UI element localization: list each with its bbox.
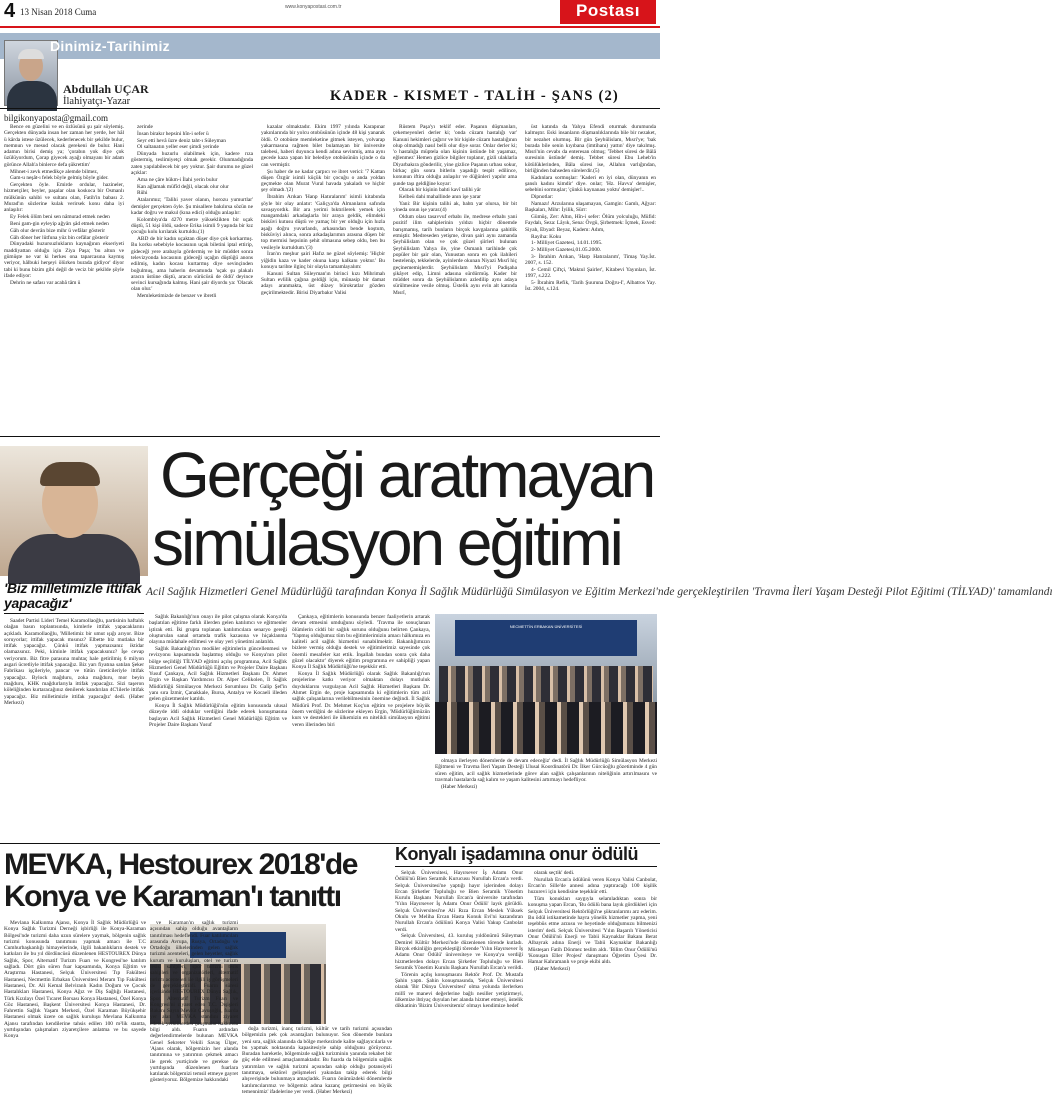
paragraph: 5- İbrahim Refik, 'Tarih Şuuruna Doğru-I', Albatros Yay. İst. 2004, s.124.	[525, 280, 656, 293]
paragraph: Tüm konukları saygıyla selamladıktan sonra bir konuşma yapan Ercan, 'Bu ödülü bana layık gördükleri için Selçuk Üniversitesi Rektörlüğü'ne şükranlarımı arz ederim. Bu ödül istikametinde hayra yönelik hizmetler yapma, yeni teşebbüs etme arzusu ve heyetinde olduğumuzu bilmenizi isterim' dedi. Selçuk Üniversitesi 'Yılın Başarılı Yöneticisi Onur Ödülü'nü Enerji ve Tabii Kaynaklar Bakanı Berat Albayrak adına Enerji ve Tabii Kaynaklar Bakanlığı Müsteşarı Fatih Dönmez teslim aldı. 'Bilim Onur Ödülü'nü 'Konuşan Eller Projesi' danışmanı Öğretim Üyesi Dr. Hamar Kahramanlı ve proje ekibi aldı.	[528, 896, 657, 966]
mevka-text-col1	[4, 920, 146, 1116]
page-number: 4	[4, 0, 16, 22]
column-text-col1	[4, 124, 124, 432]
paragraph: Rayiha: Koku	[531, 233, 562, 240]
paragraph: 2- Milliyet Gazetesi,01.05.2000.	[531, 247, 602, 254]
paragraph: Çankaya, eğitimlerin konusunda benzer faaliyetlerin artarak devam etmesini umduğunu söyledi. 'Travma ile sonuçlanan ölümlerin ciddi bir sağlık sorunu olduğunu belirten Çankaya, 'Yapmış olduğumuz tüm bu eğitimlerimizin amacı hâlkımıza en kaliteli acil sağlık hizmetini sunabilmektir. Bakanlığımızın bizlere vermiş olduğu destek ve eğitimlerimiz sayesinde çok önemli mesafeler kat ettik. İnşallah bundan sonra çok daha güzel olacaktır' diyerek eğitim programına ev sahipliği yapan Konya İl Sağlık Müdürlüğü'ne teşekkür etti.	[292, 614, 430, 671]
paragraph: 4- Cemil Çiftçi, 'Maktul Şairler', Kitabevi Yayınları, İst. 1997, s.222.	[525, 267, 656, 280]
paragraph: Gâh olur devrân bize mihr ü vefâlar gösterir	[10, 227, 106, 234]
paragraph: Olacak bir kişinin bahti kavî talihi yâr	[399, 187, 482, 194]
mevka-headline-line2: Konya ve Karaman'ı tanıttı	[4, 880, 341, 913]
paragraph: İnsan birakır hepsini hîn-i sefer ü	[137, 130, 209, 137]
author-name: Abdullah UÇAR	[63, 82, 149, 96]
paragraph: olmaya ilerleyen dönemlerde de devam edeceğiz' dedi. İl Sağlık Müdürlüğü Simülasyon Merkezi Eğitmeni ve Travma İleri Yaşam Desteği Ulusal Koordinatörü Dr. İlker Gürcüoğlu gözetiminde 4 gün süren eğitim, acil sağlık hizmetlerinde görev alan sağlık çalışanlarının niteliğinin artırılmasını ve travmalı hastalarda sağ kalım ve yaşam kalitesini artırmayı hedefliyor.	[435, 758, 657, 783]
paragraph: Atalarımız; 'Talihi yaver olanın, horozu yumurtlar' demişler gerçekten öyle. Şu misallere bakılırsa sözün ne kadar doğru ve makul (kına edici) olduğu anlaşılır:	[131, 197, 253, 216]
paragraph: 3- İbrahim Arıkan, 'Harp Hatıralarım', Timaş Yay.İst. 2007, s. 152.	[525, 253, 656, 267]
main-story-text-col2	[292, 614, 430, 840]
mevka-text-col3	[242, 1026, 392, 1116]
award-story-headline: Konyalı işadamına onur ödülü	[395, 844, 639, 864]
column-title: KADER - KISMET - TALİH - ŞANS (2)	[330, 88, 619, 104]
paragraph: Memleketimizde de benzer ve ibretli	[137, 293, 217, 300]
header-rule	[0, 26, 660, 28]
side-story-headline: 'Biz milletimizle ittifak yapacağız'	[4, 580, 142, 611]
column-text-col4	[393, 124, 517, 432]
column-text-col5	[525, 124, 656, 432]
paragraph: Gümüş, Zer: Altın, Hîn-i sefer: Ölüm yolculuğu, Müfid: Faydalı, Seza: Lâyık, Sena: Övgü, Şirbetmek: İçmek, Esved: Siyah, Ebyad: Beyaz, Kadem: Adım,	[525, 214, 656, 233]
paragraph: Kolombiya'da 4270 metre yükseklikten bir uçak düştü, 51 kişi öldü, sadece Erika isimli 9 yaşında bir kız çocuğu kolu kırılarak kurtuldu.(1)	[131, 216, 253, 236]
paragraph: Kadınlara sormuşlar: 'Kaderi en iyi olan, dünyanın en şanslı kadını kimdir' diye. onlar; 'Hz. Havva' demişler, sebebini sormuşlar; 'çünkü kaynanası yoktu' demişler!..	[525, 174, 656, 194]
paragraph: Dipnotlar:	[531, 194, 554, 201]
column-banner-title: Dinimiz-Tarihimiz	[50, 38, 170, 54]
simulation-training-photo	[435, 614, 657, 754]
paragraph: Saadet Partisi Lideri Temel Karamollaoğlu, partisinin haftalık olağan basın toplantısında, kimlerle ittifak yapacaklarını açıkladı. Karamollaoğlu, 'Milletimiz bir umut ışığı arıyor. Bize soruyorlar; ittifak yapacak mısınız? Elbette biz mutlaka bir ittifak yapacağız. Çünkü ittifak yapmazsanız iktidar olamazsınız. Peki, kiminle ittifak yapacaksınız? İşe cevap veriyorum. Biz fitre parasına muhtaç hale getirilmiş 6 milyon asgari ücretliyle ittifak yapacağız. Biz yarı fiyatına satılan Şeker Fabrikası işçileriyle, pancar ve tütün üreticileriyle ittifak yapacağız. Bylock mağduru, zoka mağduru, mor beyin mağduru, KHK mağdurlarıyla ittifak yapacağız. Sizi taşeron köleliğinden kurtaracağınız denilerek kandırılan 4C'lilerle ittifak yapacağız. Biz milletimizle ittifak yapacağız' dedi. (Haber Merkezi)	[4, 618, 144, 706]
award-text-col2	[528, 870, 657, 1116]
paragraph: doğa turizmi, inanç turizmi, kültür ve tarih turizmi açısından bölgemizin pek çok avantajları bulunuyor. Son dönemde bunlara yeni sıra, sağlık alanında da bölge merkezinde kalite sağlayıcılarla ve bu yapmak noktasında kapasitesiyle sahip olduğunu görüyoruz. Buradan hareketle, bölgemizde sağlık turizminin yanında rekabet bir güç elde edilmesi amaçlanmaktadır. Bu fuarda da bölgemizin sağlık yatırımları ve sağlık turizmi açısından sahip olduğu potansiyeli tanıtmaya, sektörel gelişmeleri yakından takip ederek bilgi alışverişinde bulunmaya amaçladık. Fuarın önümüzdeki dönemlerde katılımcılarımız ve bölgemiz adına kazanç getirmesini en büyük temennimiz' ifadelerine yer verdi. (Haber Merkezi)	[242, 1026, 392, 1095]
paragraph: Kanuni Sultan Süleyman'ın birinci kızı Mihrimah Sultan evlilik çağına geldiği için, münasip bir damat adayı aranmakta, üst düzey bürokratlar gözden geçirilmektedir. Birisi Diyarbakır Valisi	[261, 270, 385, 296]
paragraph: Namazı! Arzularına ulaşamayan, Gamgin: Gamlı, Ağyar: Başkaları, Mihr: İyilik, Sürr:	[525, 201, 656, 214]
paragraph: Konya İl Sağlık Müdürlüğü'nün eğitim konusunda ulusal düzeyde iddi olduklar verdiğini ifade ederek konuşmasına başlayan Acil Sağlık Hizmetleri Genel Müdürlüğü Eğitim ve Projeler Daire Başkanı Yusuf	[149, 703, 287, 729]
paragraph: Beni gam-gin eyleyip ağyârı şâd etmek neden	[10, 220, 109, 227]
paragraph: Ey Felek ölüm beni sen nâmurad etmek neden	[10, 214, 110, 221]
side-story-rule	[4, 613, 144, 614]
side-story-text	[4, 618, 144, 840]
paragraph: kazalar olmaktadır. Ekim 1997 yılında Karapınar yakınlarında bir yolcu otobüsünün içinde 48 kişi yanarak öldü. O otobüste memleketine gitmek isteyen, yolvarap yakarmasına rağmen bilet bulamayan bir üniversite talebesi, haberi duyunca kendi adına sevinmiş, ama aynı gecede kaza yapan bir belediye otobüsünün içinde o da can vermiştir.	[261, 124, 385, 168]
main-headline-line1: Gerçeği aratmayan	[160, 439, 654, 511]
main-story-text-col1	[149, 614, 287, 840]
paragraph: Konya İl Sağlık Müdürlüğü olarak Sağlık Bakanlığı'nın projelerine katkı veriyor olmaktan dolayı mutluluk duyduklarını vurgulayan Acil Sağlık Hizmetleri Başkanı Dr. Ahmet Ergin de, proje kapsamında ki eğitimlerin tüm acil sağlık çalışanlarına verilebilmesinin önemine değindi. İl Sağlık Müdürü Prof. Dr. Mehmet Koç'un eğitim ve projelere büyük önem verdiğini de sözlerine ekleyen Ergin, 'Müdürlüğümüzün kurs ve destekleri ile ülkemizin en nitelikli simülasyon eğitimi veren illerinden biri	[292, 671, 430, 728]
paragraph: Mihnet-i zevk etmedikçe alemde bilmez,	[10, 168, 99, 175]
paragraph: (Haber Merkezi)	[441, 783, 478, 790]
paragraph: olarak seçtik' dedi.	[534, 870, 575, 876]
photo-banner-text: NECMETTİN ERBAKAN ÜNİVERSİTESİ	[509, 624, 583, 629]
paragraph: Gam-u neşât-ı felek böyle gelmiş böyle gider.	[10, 175, 109, 182]
main-headline-line2: simülasyon eğitimi	[152, 507, 621, 579]
paragraph: Mevlana Kalkınma Ajansı, Konya İl Sağlık Müdürlüğü ve Konya Sağlık Turizmi Derneği işbirliği ile Konya-Karaman Bölgesi'nde turizmi daha uzun sürelere yaymak, bölgenin sağlık turizmi konusunda tanıtımını yapmak amacı ile T.C Cumhurbaşkanlığı himayelerinde, ilgili bakanlıkların destek ve katkıları ile bu yıl dördüncüsü düzenlenen HESTOUREX Dünya Sağlık, Spor, Alternatif Turizm Fuarı ve Kongresi'ne katılım sağladı. Dört gün süren fuar kapsamında, Konya Eğitim ve Araştırma Hastanesi, Selçuk Üniversitesi Tıp Fakültesi Hastanesi, Necmettin Erbakan Üniversitesi Meram Tıp Fakültesi Hastanesi, Dr. Ali Kemal Belviranlı Kadın Doğum ve Çocuk Hastalıkları Hastanesi, Konya Ağız ve Diş Sağlığı Hastanesi, Türk Kızılayı Özel Tıcaret Borsası Konya Hastanesi, Özel Konya Göz Hastanesi, Başkent Üniversitesi Konya Hastanesi, Dr. Fahrettin Sağlık Yaşam Merkezi, Özel Karaman Büyükşehir Hastanesi olmak üzere on sağlık kuruluşu Mevlana Kalkınma Ajansı tarafından kendilerine tahsis edilen 100 m²lik stantta, yurtdışından çalışmaları ziyaretçilere anlatma ve bu sayede Konya	[4, 920, 146, 1040]
award-text-col1	[395, 870, 523, 1116]
paragraph: Sağlık Bakanlığı'nın modüler eğitimlerin güncellenmesi ve revizyonu kapsamında başlatmış olduğu ve Konya'nın pilot bölge seçildiği TİLYAD eğitimi açılış programına, Acil Sağlık Hizmetleri Genel Müdürlüğü Eğitim ve Projeler Daire Başkanı Yusuf Çankaya, Acil Sağlık Hizmetleri Başkanı Dr. Ahmet Ergin ve Başkan Yardımcısı Dr. Alper Celikolen, İl Sağlık Müdürlüğü Simülasyon Merkezi Sorumlusu Dr. Galip Şef'in yanı sıra İzmir, Çanakkale, Bursa, Antalya ve Kocaeli illeden gelen gözetmenler katıldı.	[149, 645, 287, 703]
paragraph: Sağlık Bakanlığı'nın onayı ile pilot çalışma olarak Konya'da başlatılan eğitime farklı illerden gelen katılımcı ve eğitmenler iştirak etti. İki grupta toplanan katılımcılara senaryo gereği oluşturulan sanal ortamda trafik kazasına ve hiçaklanma olayına müdahale edilmesi ve olay yeri yönetimi anlatıldı.	[149, 614, 287, 646]
politician-photo	[0, 446, 148, 576]
mevka-text-col2	[150, 920, 238, 1116]
paragraph: Bence en güzelini ve en özlüsünü şu şair söylemiş. Gerçekten dünyada insan her zaman her yerde, her hâl ü kârda istese üzülecek, kederlenecek bir şekilde bulur, memnun ve mesud olacak gerekeni de bulur. Hani adamın birisi demiş ya; 'çorabın yok diye çok üzülüyordum, Çorap giyecek ayağı olmayanı bir adam görünce Allah'a binlerce defa şükrettim'	[4, 124, 124, 168]
section-rule	[0, 436, 660, 437]
paragraph: ABD de bir kadın uçaktan düşer diye çok korkarmış. Bu korku sebebiyle kocasının uçak biletini iptal ettirip, gideceği yere arabayla gördermiş ve bir müddet sonra televizyonda kocasının gideceği uçağın düştüğü anons edilmiş, kadın kocası kurtarmış diye sevinçinden boğulmuş, ama haberin devamında 'uçak şu plakalı aracın üstüne düştü, aracın sürücüsü de öldü' deyince sevinci kursağında kalmış. Hani şair diyordu ya: 'Olacak olan olur.'	[131, 236, 253, 293]
main-story-text-col3	[435, 758, 657, 840]
paragraph: zerinde	[137, 124, 153, 130]
column-text-col2	[131, 124, 253, 432]
paragraph: Rühi	[137, 190, 148, 197]
author-email[interactable]: bilgikonyaposta@gmail.com	[4, 113, 109, 123]
paragraph: Gerçekten öyle. Emirde ordular, hazineler, hizmetçiler, beyler, paşalar olan koskoca bir Osmanlı mülkünün sahibi ve sultanı olan, Fatih'in babası 2. Murad'ın sözlerine kulak verirsek konu daha iyi anlaşılır:	[4, 182, 124, 214]
paragraph: Selçuk Üniversitesi, 43. kuruluş yıldönümü Süleyman Demirel Kültür Merkezi'nde düzenlenen törende kutladı. Birçok etkinliğin gerçekleştiği törende 'Yılın Hayırsever İş Adamı Onur Ödülü' üniversiteye ve Konya'ya verdiği hizmetlerden dolayı Ercan Şirketler Topluluğu ve Bien Seramik Yönetim Kurulu Başkanı Nurullah Ercan'a verildi.	[395, 933, 523, 971]
paragraph: 1- Milliyet Gazetesi, 14.01.1995.	[531, 240, 603, 247]
paragraph: Oldum olası tasavvuf erbabı ile, medrese erbabı yani pozitif ilim sahiplerinin yıldızı hiçbir dönemde barışmamış, tarih bunların birçok kavgalarına şahitlik etmiştir. Medreseden yetişme, divan şairi aynı zamanda Şeyhülislam olan ve çok güzel şiirleri bulunan Şeyhülislam Yahya ile, yine Osmanlı tarihinde çok popüler bir şair olan, Yunustan sonra en çok ilahileri bestelenip, tekkelerde, ayinlerde okunan Niyazi Mısrî hiç geçinememişlerdir. Şeyhülislam Mısrî'yi Padişaha şikâyet edip, Limni adasına sürdürmüş. Kader bir müddet sonra da Şeyhülislamın azledilip aynı adaya sürülmesine vesile olmuş. Üstelik aynı evin alt katında Mısrî,	[393, 214, 517, 296]
paragraph: Yani: Bir kişinin talihi ak, bahtı yar olursa, bir bit yineda onun işe yarar.(4)	[393, 201, 517, 214]
paragraph: Törenin açılış konuşmasını Rektör Prof. Dr. Mustafa Şahin yaptı. Şahin konuşmasında, 'Selçuk Üniversitesi olarak 'Bir Dünya Üniversitesi' olma yolunda ilerlerken millî ve manevi değerlerine bağlı nesiller yetiştirmeyi, ülkemize ihtiyaç duyulan her alanda hizmet etmeyi, üstelik dikkatinin 'Bizim Üniversitemiz' olmayı kendimize hedef	[395, 971, 523, 1010]
column-rule	[0, 108, 660, 109]
paragraph: Kan ağlamak müfîd değil, olacak olur olur	[137, 183, 229, 190]
paragraph: Dünyadaki huzursuzlukların kaynağının ekseriyeti maddiyattan olduğu için Ziya Paşa; 'bu altun ve gümüşte ne var ki herkes ona taparcasına kaymış veriyor, hâlbuki herşeyi ölürken burada gidiyor' diyor tabi ki bunu bizim gibi değil de veciz bir şekilde şöyle ifade ediyor:	[4, 241, 124, 279]
paragraph: Nurullah Ercan'a ödülünü veren Konya Valisi Canbolat, Ercan'ın Sille'de annesi adına yaptıracağı 100 kişilik huzurevi için kendisine teşekkür etti.	[528, 876, 657, 896]
paragraph: Seyr etti hevâ üzre deniz taht-ı Süleyman	[137, 137, 226, 144]
paragraph: İbrahim Arıkan 'Hanp Hatıralarım' isimli kitabında şöyle bir olay anlatır: 'Galiçya'da Almanların safında savaşıyordık. Bir ara yerimi bıktırilerek yemek için mangamdaki arkadaşlarla bir araya geldik, elimdeki bisküvi kutusu düştü ve yamaç bir yer olduğu için hızla aşağı doğru yuvarlandı, arkasından bende koştum, bisküviyi alınca, sonra arkadaşlarımın arasına düşen bir top mermisi hepsinin şehit olmasına sebep oldu, ben bu vesileyle kurtuldum.'(3)	[261, 194, 385, 251]
main-subheadline: Acil Sağlık Hizmetleri Genel Müdürlüğü tarafından Konya İl Sağlık Müdürlüğü Simülasyon ve Eğitim Merkezi'nde gerçekleştirilen 'Travma İleri Yaşam Desteği Pilot Eğitimi (TİLYAD)' tamamlandı	[146, 586, 1053, 598]
page-date: 13 Nisan 2018 Cuma	[20, 7, 97, 17]
paragraph: Selçuk Üniversitesi, Hayırsever İş Adamı Onur Ödülü'nü Bien Seramik Kurucusu Nurullah Ercan'a verdi. Selçuk Üniversitesi'ne yaptığı hayır işlerinden dolayı Ercan Şirketler Topluluğu ve Bien Seramik Yönetim Kurulu Başkanı Nurullah Ercan'a üniversite tarafından 'Yılın Hayırsever İş Adamı Onur Ödülü' layık görüldü. Selçuk Üniversitesi'ne Ali Rıza Ercan Meslek Yüksek Okulu ve Meliha Ercan Hasta Konuk Evi'ni kazandıran Nurullah Ercan'a ödülünü Konya Valisi Yakup Canbolat verdi.	[395, 870, 523, 933]
paragraph: Gâh döner her lütfuna yüz bin cefâlar gösterir	[10, 234, 109, 241]
award-story-rule	[395, 866, 657, 867]
paragraph: Dehrin ne safası var acabâ tâm ü	[10, 279, 81, 286]
paragraph: İran'ın meşhur şairi Hafız ne güzel söylemiş: 'Hiçbir yiğidin kaza ve kader okuna karşı kalkanı yoktur.' Bu konuyu tarihte ilginç bir olayla tamamlayalım:	[261, 251, 385, 271]
paragraph: Rüstem Paşa'yı teklif eder. Paşanın düşmanları, çekemeyenleri derler ki; 'onda cüzam hastalığı var' Kanuni hekimleri çağırır ve bir kişide cüzam hastalığının olup olmadığı nasıl belli olur diye sorar. Onlar derler ki; 'o hastalığa müptela olan kişinin üstünde bit yaşamaz, eğlenmez' Hemen gizlice bilgiler toplanır, gizli ulaklarla Diyarbakıra gönderilir, yine gizlice Paşanın urbası sokur, birkaç gün sonra bitlerin yaşadığı tespit edilince, konunun iftira olduğu anlaşılır ve düğünleri yapılır ama şunde taşı geldiğine koyar:	[393, 124, 517, 187]
paragraph: üst katında da Yahya Efendi oturmak durumunda kalmıştır. Eski insanların düşmanlıklarında bile bir nezaket, bir nezahet olurmuş. Bir gün Şeyhülislam, Mısri'ye; 'bak burada bile senin kıyıbana (imtihanı) yattın' diye takılmış. Mısri'nin cevabı da enteresan olmuş; 'Tebbet süresi de Bâlâ suresinin üstünde' demiş. Tebbet süresi Ebu Leheb'in kötülüklerinden, Bâla süresi ise, Allahın varlığından, birliğinden bahseden sürelerdir.(5)	[525, 124, 656, 175]
paragraph: (Haber Merkezi)	[534, 965, 571, 972]
paragraph: ve Karaman'ın sağlık turizmi açısından sahip olduğu avantajların tanıtılması hedeflendi. Fuar katılımcıları arasında Avrupa, Rusya, Ortadoğu ve Ortadoğu ülkelerinden gelen sağlık turizmi acenteleri, gelen heyetler, sağlık kurum ve kuruluşları, otel ve turizm tesisi sahipleri, spor turizmi tesis sahipleri ve organizatörleri, alternatif turizm acenteleri ile ilgili iş görüşmeleri de gerçekleştirildi. Fuarın süresi içerisinde HESTOUREX Dünya Sağlık, Spor, Alternatif Turizm Fuarı ve Kongresi'ni ziyaret eden T.C. Dışişleri Bakanı Sayın Mevlüt Çavuşoğlu, fuarda yer alan MEVKA standını ziyaret ederek yetkililerden çalışmalar hakkında bilgi aldı. Fuarın ardından değerlendirmelerde bulunan MEVKA Genel Sekreter Vekili Savaş Ülger, 'Ajans olarak, bölgemizin her alanda tanıtımına ve yatırımın çekmek amacı ile gerek yurtiçinde ve gerekse de yurtdışında düzenlenen fuarlara katılarak bölgemizi temsil etmeye gayret gösteriyoruz. Bölgemize hakkındaki	[150, 920, 239, 1084]
paragraph: Kelbeü dahi mahallinde anın işe yarar	[399, 194, 481, 201]
site-url[interactable]: www.konyapostasi.com.tr	[285, 4, 342, 10]
newspaper-logo: Postası	[560, 0, 656, 24]
author-role: İlahiyatçı-Yazar	[63, 96, 131, 107]
paragraph: Ama ne çâre hükm-i İlahi yerin bulur	[137, 176, 218, 183]
column-text-col3	[261, 124, 385, 432]
mevka-headline-line1: MEVKA, Hestourex 2018'de	[4, 848, 357, 881]
paragraph: Şu haber de ne kadar çarpıcı ve ibret verici: '7 Kattan düşen Özgür isimli küçük bir çocuğu o anda yoldan geçmekte olan Murat Vural havada yakaladı ve hiçbir şey olmadı.'(2)	[261, 168, 385, 194]
paragraph: Dünyada huzurlu olabilmek için, kadere rıza göstermiş, teslimiyetçi olmak gerekir. Olunmadığında zaten yapılabilecek bir şey yoktur. Şair durumu ne güzel açıklar:	[131, 151, 253, 177]
paragraph: Ol saltanatın yeller eser şimdi yerinde	[137, 144, 219, 151]
